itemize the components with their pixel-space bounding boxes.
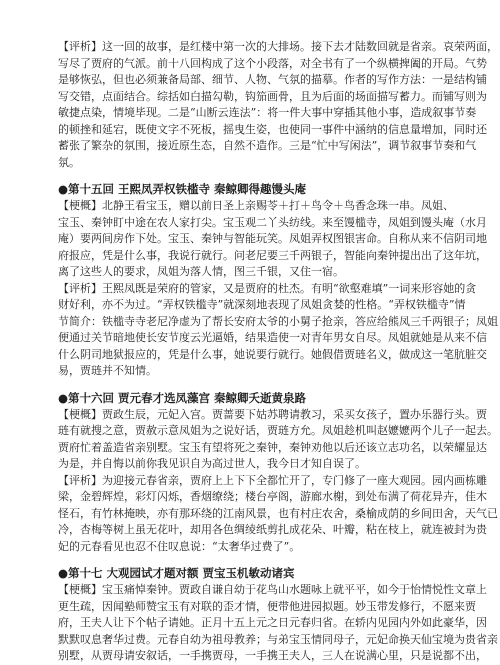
paragraph-synopsis (58, 407, 498, 473)
text-line: 冷，杏梅等树上虽无花叶，却用各色绸绫纸剪扎成花朵、叶瓣，粘在枝上，就连被封为贵 (58, 523, 487, 536)
text-line: 【评析】王熙凤既是荣府的管家，又是贾府的杜杰。有明“欲壑难填”一词来形容她的贪 (58, 281, 477, 295)
chapter-heading: ●第十五回 王熙凤弄权铁槛寺 秦鲸卿得趣馒头庵 (58, 182, 307, 196)
text-line: 【评析】为迎接元春省亲，贾府上上下下全都忙开了，专门修了一座大观园。园内画栋雕 (58, 473, 487, 487)
paragraph-commentary (58, 39, 498, 171)
chapter-heading: ●第十七 大观园试才题对额 贾宝玉机敏动诸宾 (58, 566, 295, 580)
text-line: 为是，并自悔以前你我见识自为高过世人，我今日才知自误了。 (58, 457, 366, 470)
text-line: 蓄张了繁杂的氛围，接近原生态，自然不造作。三是“忙中写闲法”，调节叙事节奏和气 (58, 139, 477, 152)
section-chapter-17 (58, 565, 498, 665)
text-line: 【评析】这一回的故事，是红楼中第一次的大排场。接下去才陆数回就是省亲。哀荣两面， (58, 40, 498, 53)
text-line: 庵）要两间房作下处。宝玉、秦钟与智能玩笑。凤姐弄权图银害命。自称从来不信阴司地 (58, 232, 487, 245)
section-chapter-15 (58, 181, 498, 380)
text-line: 贾府忙着盖造省亲别墅。宝玉有望将死之秦钟，秦钟劝他以后还该立志功名，以荣耀显达 (58, 440, 487, 454)
section-intro (58, 39, 498, 171)
text-line: 氛。 (58, 155, 80, 169)
paragraph-commentary (58, 473, 498, 556)
text-line: 财好利，亦不为过。“弄权铁槛寺”就深刻地表现了凤姐贪婪的性格。“弄权铁槛寺”情 (58, 298, 466, 311)
text-line: 【梗概】贾政生辰，元妃入宫。贾蔷要下姑苏聘请教习，采买女孩子，置办乐器行头。贾 (58, 407, 487, 421)
text-line: 妃的元春看见也忍不住叹息说：“太奢华过费了”。 (58, 539, 301, 553)
paragraph-synopsis (58, 198, 487, 281)
text-line: 离了这些人的要求，凤姐为落人情，图三千银，又住一宿。 (58, 265, 344, 278)
text-line: 默默叹息奢华过费。元春自幼为祖母教养；与弟宝玉情同母子，元妃命换天仙宝境为贵省亲 (58, 632, 498, 646)
text-line: 更生疏，因闻塾师赞宝玉有对联的歪才情，便带他进园拟题。妙玉带发修行，不愿来贾 (58, 599, 476, 613)
text-line: 琏有就搜之意，贾赦示意凤姐为之说好话，贾琏方允。凤姐趁机叫赵嬷嬷两个儿子一起去。 (58, 424, 498, 437)
chapter-heading: ●第十六回 贾元春才选凤藻宫 秦鲸卿夭逝黄泉路 (58, 390, 307, 405)
text-line: 节简介：铁槛寺寺老尼净虚为了帮长安府太爷的小舅子抢亲，答应给熊凤三千两银子；凤姐 (58, 314, 498, 328)
document-content (58, 39, 498, 665)
text-line: 府报应，凭是什么事，我说行就行。问老尼要三千两银子，智能向秦钟提出出了这年坑， (58, 248, 487, 262)
text-line: 易，贾琏并不知情。 (58, 364, 157, 377)
text-line: 【梗概】北静王看宝玉，赠以前日圣上亲赐苓＋打＋鸟令＋鸟香念珠一串。凤姐、 (58, 199, 454, 212)
text-line: 别墅，从贾母请安叙话，一手携贾母，一手携王夫人，三人在说满心里，只是说都不出， (58, 649, 487, 662)
text-line: 写尽了贾府的气派。前十八回构成了这个小段落，对全书有了一个纵横捭阖的开局。气势 (58, 56, 487, 70)
text-line: 府，王夫人让下个帖子请她。正月十五上元之日元春归省。在轿内见园内外如此豪华，因 (58, 616, 487, 629)
text-line: 【梗概】宝玉痛悼秦钟。贾政自谦自幼于花鸟山水题咏上就平平，如今于怡情悦性文章上 (58, 583, 487, 596)
text-line: 写交错，点面结合。综括如白描勾勒，钩笳画骨，且为后面的场面描写蓄力。而铺写则为 (58, 89, 487, 103)
text-line: 敏捷点染，情境毕现。二是“山断云连法”：将一件大事中穿插其他小事，造成叙事节奏 (58, 106, 477, 119)
paragraph-synopsis (58, 582, 498, 665)
text-line: 便通过关节暗地使长安节度云光逼婚，结果造使一对青年男女自尽。凤姐就她是从来不信 (58, 331, 487, 344)
text-line: 宝玉、秦钟盯中途在农人家打尖。宝玉观二丫头纺线。来至馒槛寺，凤姐到馒头庵（水月 (58, 215, 487, 229)
text-line: 梁，金碧辉煌，彩灯闪烁，香烟缭绕；楼台亭阁，游廊水榭，到处布满了荷花异卉，佳木 (58, 490, 487, 503)
paragraph-commentary (58, 281, 498, 380)
text-line: 什么阴司地狱报应的，凭是什么事，她说要行就行。她假借贾琏名义，做成这一笔肮脏交 (58, 347, 487, 361)
section-chapter-16 (58, 390, 498, 556)
text-line: 的顿挫和延宕，既使文字不死板，摇曳生姿，也使同一事件中涵纳的信息量增加，同时还 (58, 122, 487, 136)
text-line: 怪石，有竹林掩映，亦有那环绕的江南风景，也有村庄农舍，桑榆成荫的乡间田舍，天气已 (58, 506, 498, 520)
text-line: 是够恢弘，但也必须兼备局部、细节、人物、气氛的描摹。作者的写作方法：一是结构铺 (58, 73, 487, 86)
